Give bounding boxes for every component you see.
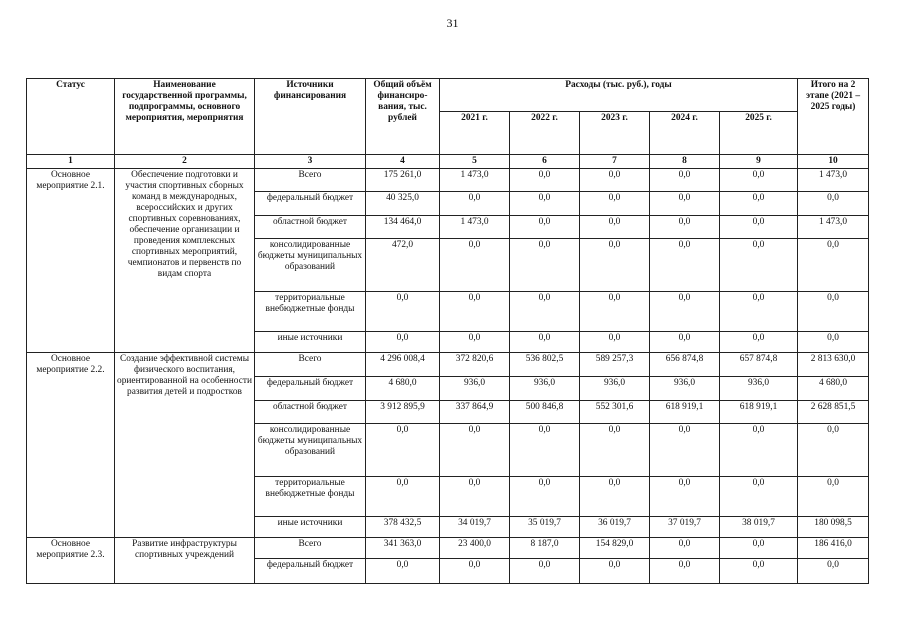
header-status: Статус bbox=[27, 79, 115, 155]
value-cell: 35 019,7 bbox=[510, 517, 580, 538]
value-cell: 134 464,0 bbox=[366, 216, 440, 239]
value-cell: 0,0 bbox=[440, 292, 510, 332]
value-cell: 0,0 bbox=[798, 192, 869, 216]
funding-source-cell: федеральный бюджет bbox=[255, 377, 366, 401]
funding-source-cell: Всего bbox=[255, 353, 366, 377]
header-year-2025: 2025 г. bbox=[720, 112, 798, 155]
value-cell: 372 820,6 bbox=[440, 353, 510, 377]
col-number: 5 bbox=[440, 155, 510, 169]
value-cell: 656 874,8 bbox=[650, 353, 720, 377]
value-cell: 0,0 bbox=[440, 192, 510, 216]
value-cell: 0,0 bbox=[720, 292, 798, 332]
value-cell: 0,0 bbox=[440, 332, 510, 353]
funding-source-cell: территориальные внебюджетные фонды bbox=[255, 292, 366, 332]
value-cell: 0,0 bbox=[798, 424, 869, 477]
value-cell: 3 912 895,9 bbox=[366, 401, 440, 424]
value-cell: 618 919,1 bbox=[720, 401, 798, 424]
col-number: 7 bbox=[580, 155, 650, 169]
value-cell: 0,0 bbox=[798, 477, 869, 517]
value-cell: 0,0 bbox=[580, 216, 650, 239]
value-cell: 618 919,1 bbox=[650, 401, 720, 424]
value-cell: 0,0 bbox=[798, 559, 869, 584]
value-cell: 0,0 bbox=[580, 559, 650, 584]
budget-table bbox=[26, 78, 869, 584]
value-cell: 4 296 008,4 bbox=[366, 353, 440, 377]
value-cell: 378 432,5 bbox=[366, 517, 440, 538]
value-cell: 0,0 bbox=[650, 169, 720, 192]
value-cell: 936,0 bbox=[650, 377, 720, 401]
value-cell: 37 019,7 bbox=[650, 517, 720, 538]
header-year-2021: 2021 г. bbox=[440, 112, 510, 155]
value-cell: 36 019,7 bbox=[580, 517, 650, 538]
value-cell: 0,0 bbox=[366, 292, 440, 332]
funding-source-cell: областной бюджет bbox=[255, 401, 366, 424]
header-stage-total: Итого на 2 этапе (2021 – 2025 годы) bbox=[798, 79, 869, 155]
value-cell: 4 680,0 bbox=[366, 377, 440, 401]
table-row bbox=[27, 538, 869, 559]
measure-name-cell: Обеспечение подготовки и участия спортивных сборных команд в международных, всероссийских и других спортивных соревнованиях, обеспечение организации и проведения комплексных спортивных мероприятий, чемпионатов и первенств по видам спорта bbox=[115, 169, 255, 353]
value-cell: 0,0 bbox=[720, 477, 798, 517]
value-cell: 0,0 bbox=[510, 559, 580, 584]
table-body bbox=[27, 169, 869, 584]
value-cell: 34 019,7 bbox=[440, 517, 510, 538]
value-cell: 0,0 bbox=[510, 424, 580, 477]
funding-source-cell: консолидированные бюджеты муниципальных образований bbox=[255, 424, 366, 477]
value-cell: 0,0 bbox=[580, 424, 650, 477]
col-number: 1 bbox=[27, 155, 115, 169]
value-cell: 0,0 bbox=[580, 169, 650, 192]
value-cell: 23 400,0 bbox=[440, 538, 510, 559]
value-cell: 936,0 bbox=[510, 377, 580, 401]
value-cell: 337 864,9 bbox=[440, 401, 510, 424]
measure-name-cell: Создание эффективной системы физического воспитания, ориентированной на особенности развития детей и подростков bbox=[115, 353, 255, 538]
header-expenses: Расходы (тыс. руб.), годы bbox=[440, 79, 798, 112]
col-number: 9 bbox=[720, 155, 798, 169]
value-cell: 2 628 851,5 bbox=[798, 401, 869, 424]
value-cell: 0,0 bbox=[798, 332, 869, 353]
funding-source-cell: федеральный бюджет bbox=[255, 559, 366, 584]
col-number: 3 bbox=[255, 155, 366, 169]
value-cell: 0,0 bbox=[650, 538, 720, 559]
value-cell: 936,0 bbox=[720, 377, 798, 401]
header-source: Источники финансирования bbox=[255, 79, 366, 155]
value-cell: 0,0 bbox=[650, 192, 720, 216]
value-cell: 936,0 bbox=[440, 377, 510, 401]
value-cell: 0,0 bbox=[366, 332, 440, 353]
value-cell: 0,0 bbox=[720, 169, 798, 192]
value-cell: 186 416,0 bbox=[798, 538, 869, 559]
value-cell: 0,0 bbox=[650, 239, 720, 292]
funding-source-cell: областной бюджет bbox=[255, 216, 366, 239]
status-cell: Основное мероприятие 2.2. bbox=[27, 353, 115, 538]
value-cell: 0,0 bbox=[650, 332, 720, 353]
value-cell: 0,0 bbox=[650, 292, 720, 332]
value-cell: 472,0 bbox=[366, 239, 440, 292]
value-cell: 0,0 bbox=[650, 216, 720, 239]
value-cell: 0,0 bbox=[798, 239, 869, 292]
col-number: 8 bbox=[650, 155, 720, 169]
value-cell: 0,0 bbox=[580, 477, 650, 517]
value-cell: 38 019,7 bbox=[720, 517, 798, 538]
value-cell: 0,0 bbox=[798, 292, 869, 332]
value-cell: 175 261,0 bbox=[366, 169, 440, 192]
value-cell: 536 802,5 bbox=[510, 353, 580, 377]
funding-source-cell: Всего bbox=[255, 169, 366, 192]
header-total: Общий объём финансиро-вания, тыс. рублей bbox=[366, 79, 440, 155]
value-cell: 0,0 bbox=[510, 332, 580, 353]
value-cell: 0,0 bbox=[720, 538, 798, 559]
funding-source-cell: территориальные внебюджетные фонды bbox=[255, 477, 366, 517]
value-cell: 40 325,0 bbox=[366, 192, 440, 216]
value-cell: 0,0 bbox=[440, 239, 510, 292]
value-cell: 0,0 bbox=[510, 477, 580, 517]
value-cell: 0,0 bbox=[720, 192, 798, 216]
page-number: 31 bbox=[446, 16, 459, 30]
value-cell: 0,0 bbox=[366, 477, 440, 517]
value-cell: 8 187,0 bbox=[510, 538, 580, 559]
value-cell: 0,0 bbox=[510, 292, 580, 332]
value-cell: 1 473,0 bbox=[798, 216, 869, 239]
value-cell: 0,0 bbox=[510, 192, 580, 216]
value-cell: 0,0 bbox=[580, 239, 650, 292]
col-number: 4 bbox=[366, 155, 440, 169]
funding-source-cell: консолидированные бюджеты муниципальных образований bbox=[255, 239, 366, 292]
funding-source-cell: иные источники bbox=[255, 332, 366, 353]
value-cell: 0,0 bbox=[440, 559, 510, 584]
status-cell: Основное мероприятие 2.3. bbox=[27, 538, 115, 584]
value-cell: 936,0 bbox=[580, 377, 650, 401]
value-cell: 0,0 bbox=[720, 559, 798, 584]
funding-source-cell: федеральный бюджет bbox=[255, 192, 366, 216]
status-cell: Основное мероприятие 2.1. bbox=[27, 169, 115, 353]
header-year-2023: 2023 г. bbox=[580, 112, 650, 155]
value-cell: 0,0 bbox=[580, 292, 650, 332]
header-name: Наименование государственной программы, подпрограммы, основного мероприятия, мероприятия bbox=[115, 79, 255, 155]
col-number: 2 bbox=[115, 155, 255, 169]
value-cell: 0,0 bbox=[580, 332, 650, 353]
header-year-2024: 2024 г. bbox=[650, 112, 720, 155]
value-cell: 0,0 bbox=[720, 216, 798, 239]
value-cell: 0,0 bbox=[720, 239, 798, 292]
header-year-2022: 2022 г. bbox=[510, 112, 580, 155]
value-cell: 2 813 630,0 bbox=[798, 353, 869, 377]
value-cell: 0,0 bbox=[510, 216, 580, 239]
measure-name-cell: Развитие инфраструктуры спортивных учреждений bbox=[115, 538, 255, 584]
value-cell: 589 257,3 bbox=[580, 353, 650, 377]
funding-source-cell: иные источники bbox=[255, 517, 366, 538]
value-cell: 1 473,0 bbox=[440, 169, 510, 192]
value-cell: 0,0 bbox=[580, 192, 650, 216]
value-cell: 0,0 bbox=[440, 477, 510, 517]
value-cell: 341 363,0 bbox=[366, 538, 440, 559]
value-cell: 0,0 bbox=[440, 424, 510, 477]
value-cell: 1 473,0 bbox=[440, 216, 510, 239]
value-cell: 552 301,6 bbox=[580, 401, 650, 424]
value-cell: 657 874,8 bbox=[720, 353, 798, 377]
col-number: 10 bbox=[798, 155, 869, 169]
value-cell: 0,0 bbox=[366, 424, 440, 477]
value-cell: 0,0 bbox=[510, 239, 580, 292]
value-cell: 500 846,8 bbox=[510, 401, 580, 424]
funding-source-cell: Всего bbox=[255, 538, 366, 559]
value-cell: 0,0 bbox=[366, 559, 440, 584]
table-row bbox=[27, 353, 869, 377]
value-cell: 0,0 bbox=[650, 424, 720, 477]
value-cell: 0,0 bbox=[510, 169, 580, 192]
value-cell: 0,0 bbox=[650, 559, 720, 584]
value-cell: 0,0 bbox=[650, 477, 720, 517]
value-cell: 180 098,5 bbox=[798, 517, 869, 538]
value-cell: 1 473,0 bbox=[798, 169, 869, 192]
value-cell: 0,0 bbox=[720, 332, 798, 353]
table-row bbox=[27, 169, 869, 192]
col-number: 6 bbox=[510, 155, 580, 169]
value-cell: 0,0 bbox=[720, 424, 798, 477]
value-cell: 4 680,0 bbox=[798, 377, 869, 401]
value-cell: 154 829,0 bbox=[580, 538, 650, 559]
